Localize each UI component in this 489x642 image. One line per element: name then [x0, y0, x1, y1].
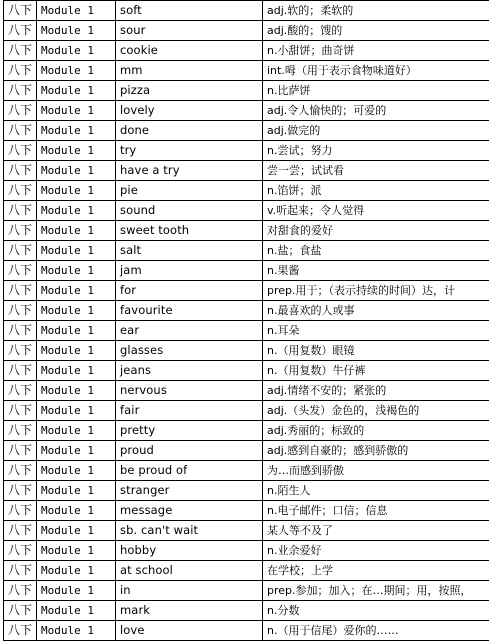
module-cell: Module 1 — [37, 41, 116, 61]
word-cell: in — [116, 581, 263, 601]
word-cell: nervous — [116, 381, 263, 401]
grade-cell: 八下 — [4, 201, 37, 221]
module-cell: Module 1 — [37, 281, 116, 301]
meaning-cell: n.馅饼；派 — [263, 181, 489, 201]
word-cell: proud — [116, 441, 263, 461]
table-row — [4, 221, 489, 241]
table-row — [4, 621, 489, 641]
vocabulary-table — [3, 0, 489, 641]
word-cell: jam — [116, 261, 263, 281]
meaning-cell: int.呣（用于表示食物味道好） — [263, 61, 489, 81]
module-cell: Module 1 — [37, 381, 116, 401]
table-row — [4, 561, 489, 581]
table-row — [4, 241, 489, 261]
table-row — [4, 341, 489, 361]
table-row — [4, 441, 489, 461]
module-cell: Module 1 — [37, 201, 116, 221]
table-row — [4, 41, 489, 61]
word-cell: try — [116, 141, 263, 161]
table-row — [4, 121, 489, 141]
vocabulary-sheet — [3, 0, 489, 641]
word-cell: done — [116, 121, 263, 141]
table-row — [4, 161, 489, 181]
meaning-cell: adj.情绪不安的；紧张的 — [263, 381, 489, 401]
grade-cell: 八下 — [4, 1, 37, 21]
module-cell: Module 1 — [37, 361, 116, 381]
meaning-cell: n.分数 — [263, 601, 489, 621]
meaning-cell: adj.秀丽的；标致的 — [263, 421, 489, 441]
table-row — [4, 541, 489, 561]
meaning-cell: n.果酱 — [263, 261, 489, 281]
module-cell: Module 1 — [37, 101, 116, 121]
word-cell: soft — [116, 1, 263, 21]
word-cell: for — [116, 281, 263, 301]
module-cell: Module 1 — [37, 601, 116, 621]
meaning-cell: n.（用复数）眼镜 — [263, 341, 489, 361]
grade-cell: 八下 — [4, 521, 37, 541]
table-row — [4, 201, 489, 221]
module-cell: Module 1 — [37, 121, 116, 141]
word-cell: sound — [116, 201, 263, 221]
meaning-cell: 对甜食的爱好 — [263, 221, 489, 241]
word-cell: stranger — [116, 481, 263, 501]
word-cell: sweet tooth — [116, 221, 263, 241]
table-row — [4, 261, 489, 281]
module-cell: Module 1 — [37, 21, 116, 41]
meaning-cell: n.（用复数）牛仔裤 — [263, 361, 489, 381]
word-cell: salt — [116, 241, 263, 261]
grade-cell: 八下 — [4, 401, 37, 421]
meaning-cell: n.小甜饼；曲奇饼 — [263, 41, 489, 61]
grade-cell: 八下 — [4, 181, 37, 201]
module-cell: Module 1 — [37, 61, 116, 81]
word-cell: fair — [116, 401, 263, 421]
grade-cell: 八下 — [4, 581, 37, 601]
module-cell: Module 1 — [37, 461, 116, 481]
word-cell: favourite — [116, 301, 263, 321]
module-cell: Module 1 — [37, 321, 116, 341]
module-cell: Module 1 — [37, 181, 116, 201]
grade-cell: 八下 — [4, 481, 37, 501]
word-cell: glasses — [116, 341, 263, 361]
word-cell: at school — [116, 561, 263, 581]
grade-cell: 八下 — [4, 241, 37, 261]
meaning-cell: n.电子邮件；口信；信息 — [263, 501, 489, 521]
module-cell: Module 1 — [37, 221, 116, 241]
word-cell: mm — [116, 61, 263, 81]
meaning-cell: n.尝试；努力 — [263, 141, 489, 161]
word-cell: lovely — [116, 101, 263, 121]
module-cell: Module 1 — [37, 561, 116, 581]
table-row — [4, 381, 489, 401]
word-cell: jeans — [116, 361, 263, 381]
module-cell: Module 1 — [37, 141, 116, 161]
grade-cell: 八下 — [4, 81, 37, 101]
meaning-cell: 为…而感到骄傲 — [263, 461, 489, 481]
table-row — [4, 401, 489, 421]
grade-cell: 八下 — [4, 441, 37, 461]
meaning-cell: adj.感到自豪的；感到骄傲的 — [263, 441, 489, 461]
grade-cell: 八下 — [4, 321, 37, 341]
meaning-cell: 在学校；上学 — [263, 561, 489, 581]
table-row — [4, 181, 489, 201]
meaning-cell: adj.酸的；馊的 — [263, 21, 489, 41]
word-cell: message — [116, 501, 263, 521]
meaning-cell: adj.令人愉快的；可爱的 — [263, 101, 489, 121]
table-row — [4, 501, 489, 521]
meaning-cell: n.耳朵 — [263, 321, 489, 341]
grade-cell: 八下 — [4, 121, 37, 141]
table-row — [4, 61, 489, 81]
module-cell: Module 1 — [37, 521, 116, 541]
grade-cell: 八下 — [4, 361, 37, 381]
module-cell: Module 1 — [37, 261, 116, 281]
grade-cell: 八下 — [4, 601, 37, 621]
table-row — [4, 481, 489, 501]
word-cell: ear — [116, 321, 263, 341]
module-cell: Module 1 — [37, 481, 116, 501]
grade-cell: 八下 — [4, 541, 37, 561]
word-cell: pretty — [116, 421, 263, 441]
grade-cell: 八下 — [4, 421, 37, 441]
table-row — [4, 81, 489, 101]
grade-cell: 八下 — [4, 461, 37, 481]
word-cell: pizza — [116, 81, 263, 101]
grade-cell: 八下 — [4, 381, 37, 401]
word-cell: pie — [116, 181, 263, 201]
module-cell: Module 1 — [37, 421, 116, 441]
module-cell: Module 1 — [37, 501, 116, 521]
word-cell: sb. can't wait — [116, 521, 263, 541]
grade-cell: 八下 — [4, 621, 37, 641]
meaning-cell: n.陌生人 — [263, 481, 489, 501]
meaning-cell: adj.做完的 — [263, 121, 489, 141]
grade-cell: 八下 — [4, 41, 37, 61]
table-row — [4, 361, 489, 381]
meaning-cell: v.听起来；令人觉得 — [263, 201, 489, 221]
module-cell: Module 1 — [37, 401, 116, 421]
word-cell: cookie — [116, 41, 263, 61]
table-row — [4, 301, 489, 321]
table-row — [4, 581, 489, 601]
meaning-cell: prep.用于；（表示持续的时间）达，计 — [263, 281, 489, 301]
grade-cell: 八下 — [4, 501, 37, 521]
grade-cell: 八下 — [4, 281, 37, 301]
meaning-cell: n.最喜欢的人或事 — [263, 301, 489, 321]
table-row — [4, 101, 489, 121]
meaning-cell: 尝一尝；试试看 — [263, 161, 489, 181]
word-cell: love — [116, 621, 263, 641]
module-cell: Module 1 — [37, 1, 116, 21]
word-cell: have a try — [116, 161, 263, 181]
grade-cell: 八下 — [4, 141, 37, 161]
meaning-cell: prep.参加；加入；在…期间；用，按照， — [263, 581, 489, 601]
table-row — [4, 521, 489, 541]
grade-cell: 八下 — [4, 161, 37, 181]
meaning-cell: n.比萨饼 — [263, 81, 489, 101]
table-row — [4, 21, 489, 41]
module-cell: Module 1 — [37, 241, 116, 261]
table-row — [4, 421, 489, 441]
table-row — [4, 281, 489, 301]
table-row — [4, 601, 489, 621]
module-cell: Module 1 — [37, 621, 116, 641]
meaning-cell: n.业余爱好 — [263, 541, 489, 561]
word-cell: hobby — [116, 541, 263, 561]
table-row — [4, 141, 489, 161]
meaning-cell: adj.软的；柔软的 — [263, 1, 489, 21]
word-cell: sour — [116, 21, 263, 41]
grade-cell: 八下 — [4, 261, 37, 281]
module-cell: Module 1 — [37, 161, 116, 181]
vocabulary-table-body — [4, 1, 489, 641]
module-cell: Module 1 — [37, 441, 116, 461]
word-cell: mark — [116, 601, 263, 621]
meaning-cell: n.（用于信尾）爱你的…… — [263, 621, 489, 641]
meaning-cell: 某人等不及了 — [263, 521, 489, 541]
grade-cell: 八下 — [4, 61, 37, 81]
module-cell: Module 1 — [37, 541, 116, 561]
meaning-cell: n.盐；食盐 — [263, 241, 489, 261]
module-cell: Module 1 — [37, 301, 116, 321]
module-cell: Module 1 — [37, 581, 116, 601]
grade-cell: 八下 — [4, 341, 37, 361]
grade-cell: 八下 — [4, 101, 37, 121]
table-row — [4, 321, 489, 341]
grade-cell: 八下 — [4, 221, 37, 241]
meaning-cell: adj.（头发）金色的，浅褐色的 — [263, 401, 489, 421]
grade-cell: 八下 — [4, 21, 37, 41]
grade-cell: 八下 — [4, 561, 37, 581]
module-cell: Module 1 — [37, 81, 116, 101]
table-row — [4, 1, 489, 21]
module-cell: Module 1 — [37, 341, 116, 361]
grade-cell: 八下 — [4, 301, 37, 321]
word-cell: be proud of — [116, 461, 263, 481]
table-row — [4, 461, 489, 481]
